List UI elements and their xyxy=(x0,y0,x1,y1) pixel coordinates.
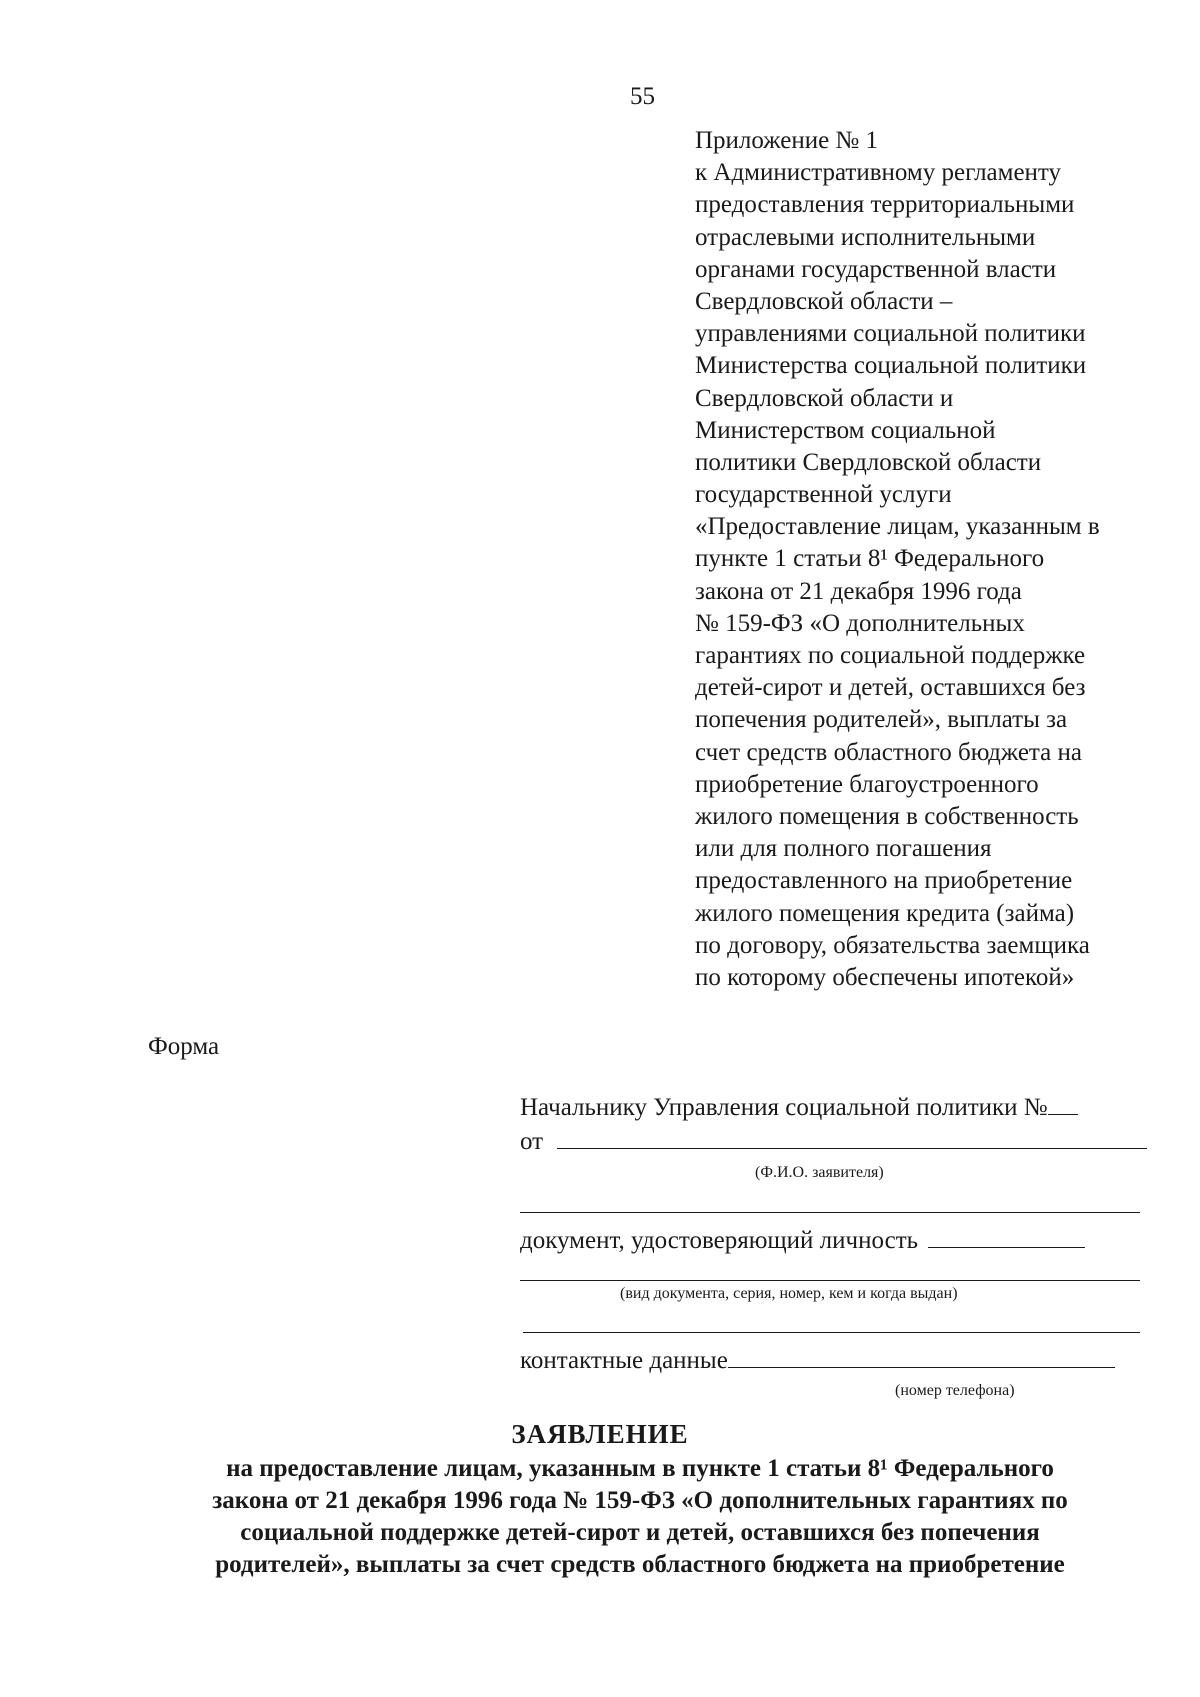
appendix-line: предоставления территориальными xyxy=(695,191,1075,219)
appendix-line: гарантиях по социальной поддержке xyxy=(695,642,1086,669)
from-label: от xyxy=(520,1128,544,1155)
appendix-line: Свердловской области и xyxy=(695,384,954,412)
appendix-line: по которому обеспечены ипотекой» xyxy=(695,963,1075,991)
appendix-line: предоставленного на приобретение xyxy=(695,867,1073,895)
appendix-line: счет средств областного бюджета на xyxy=(695,738,1082,766)
id-document-field-line-3[interactable] xyxy=(523,1332,1140,1333)
appendix-line: Приложение № 1 xyxy=(695,127,879,154)
appendix-line: Свердловской области – xyxy=(695,287,953,315)
appendix-line: приобретение благоустроенного xyxy=(695,770,1039,798)
appendix-line: управлениями социальной политики xyxy=(695,320,1086,348)
appendix-line: «Предоставление лицам, указанным в xyxy=(695,513,1100,541)
appendix-line: жилого помещения в собственность xyxy=(695,802,1079,830)
appendix-line: Министерством социальной xyxy=(695,416,996,444)
applicant-name-field[interactable] xyxy=(557,1126,1147,1149)
appendix-line: закона от 21 декабря 1996 года xyxy=(695,577,1022,605)
id-document-hint: (вид документа, серия, номер, кем и когда выдан) xyxy=(620,1285,958,1302)
appendix-line: органами государственной власти xyxy=(695,255,1057,283)
id-document-row xyxy=(520,1225,1085,1255)
statement-subtitle xyxy=(140,1453,1140,1581)
appendix-line: или для полного погашения xyxy=(695,835,992,863)
appendix-line: детей-сирот и детей, оставшихся без xyxy=(695,674,1086,702)
phone-hint: (номер телефона) xyxy=(895,1382,1015,1399)
form-label: Форма xyxy=(148,1033,220,1060)
statement-line: на предоставление лицам, указанным в пункте 1 статьи 8¹ Федерального xyxy=(226,1455,1054,1482)
addressee-from-row xyxy=(520,1126,1147,1156)
id-document-field-line-2[interactable] xyxy=(520,1280,1140,1281)
appendix-block xyxy=(695,125,1165,994)
fio-hint: (Ф.И.О. заявителя) xyxy=(755,1164,884,1181)
contacts-row xyxy=(520,1345,1115,1375)
statement-title: ЗАЯВЛЕНИЕ xyxy=(511,1419,689,1449)
statement-line: закона от 21 декабря 1996 года № 159-ФЗ «О дополнительных гарантиях по xyxy=(212,1487,1068,1514)
department-number-field[interactable] xyxy=(1048,1092,1078,1115)
appendix-line: жилого помещения кредита (займа) xyxy=(695,899,1075,927)
appendix-line: к Административному регламенту xyxy=(695,159,1062,187)
id-document-field[interactable] xyxy=(928,1225,1085,1248)
appendix-line: пункте 1 статьи 8¹ Федерального xyxy=(695,545,1045,573)
appendix-line: политики Свердловской области xyxy=(695,448,1042,476)
applicant-name-field-line-2[interactable] xyxy=(520,1212,1140,1213)
addressee-to-row xyxy=(520,1092,1078,1122)
appendix-line: по договору, обязательства заемщика xyxy=(695,931,1090,959)
appendix-line: отраслевыми исполнительными xyxy=(695,223,1036,251)
appendix-line: Министерства социальной политики xyxy=(695,352,1087,380)
statement-line: социальной поддержке детей-сирот и детей, оставшихся без попечения xyxy=(240,1519,1040,1546)
contacts-label: контактные данные xyxy=(520,1347,728,1374)
appendix-line: попечения родителей», выплаты за xyxy=(695,706,1068,734)
appendix-line: государственной услуги xyxy=(695,481,952,509)
appendix-line: № 159-ФЗ «О дополнительных xyxy=(695,609,1025,637)
addressee-to-label: Начальнику Управления социальной политики № xyxy=(520,1094,1048,1121)
statement-line: родителей», выплаты за счет средств областного бюджета на приобретение xyxy=(215,1551,1065,1578)
id-document-label: документ, удостоверяющий личность xyxy=(520,1227,919,1254)
page-number: 55 xyxy=(630,83,655,110)
phone-field[interactable] xyxy=(728,1345,1115,1368)
